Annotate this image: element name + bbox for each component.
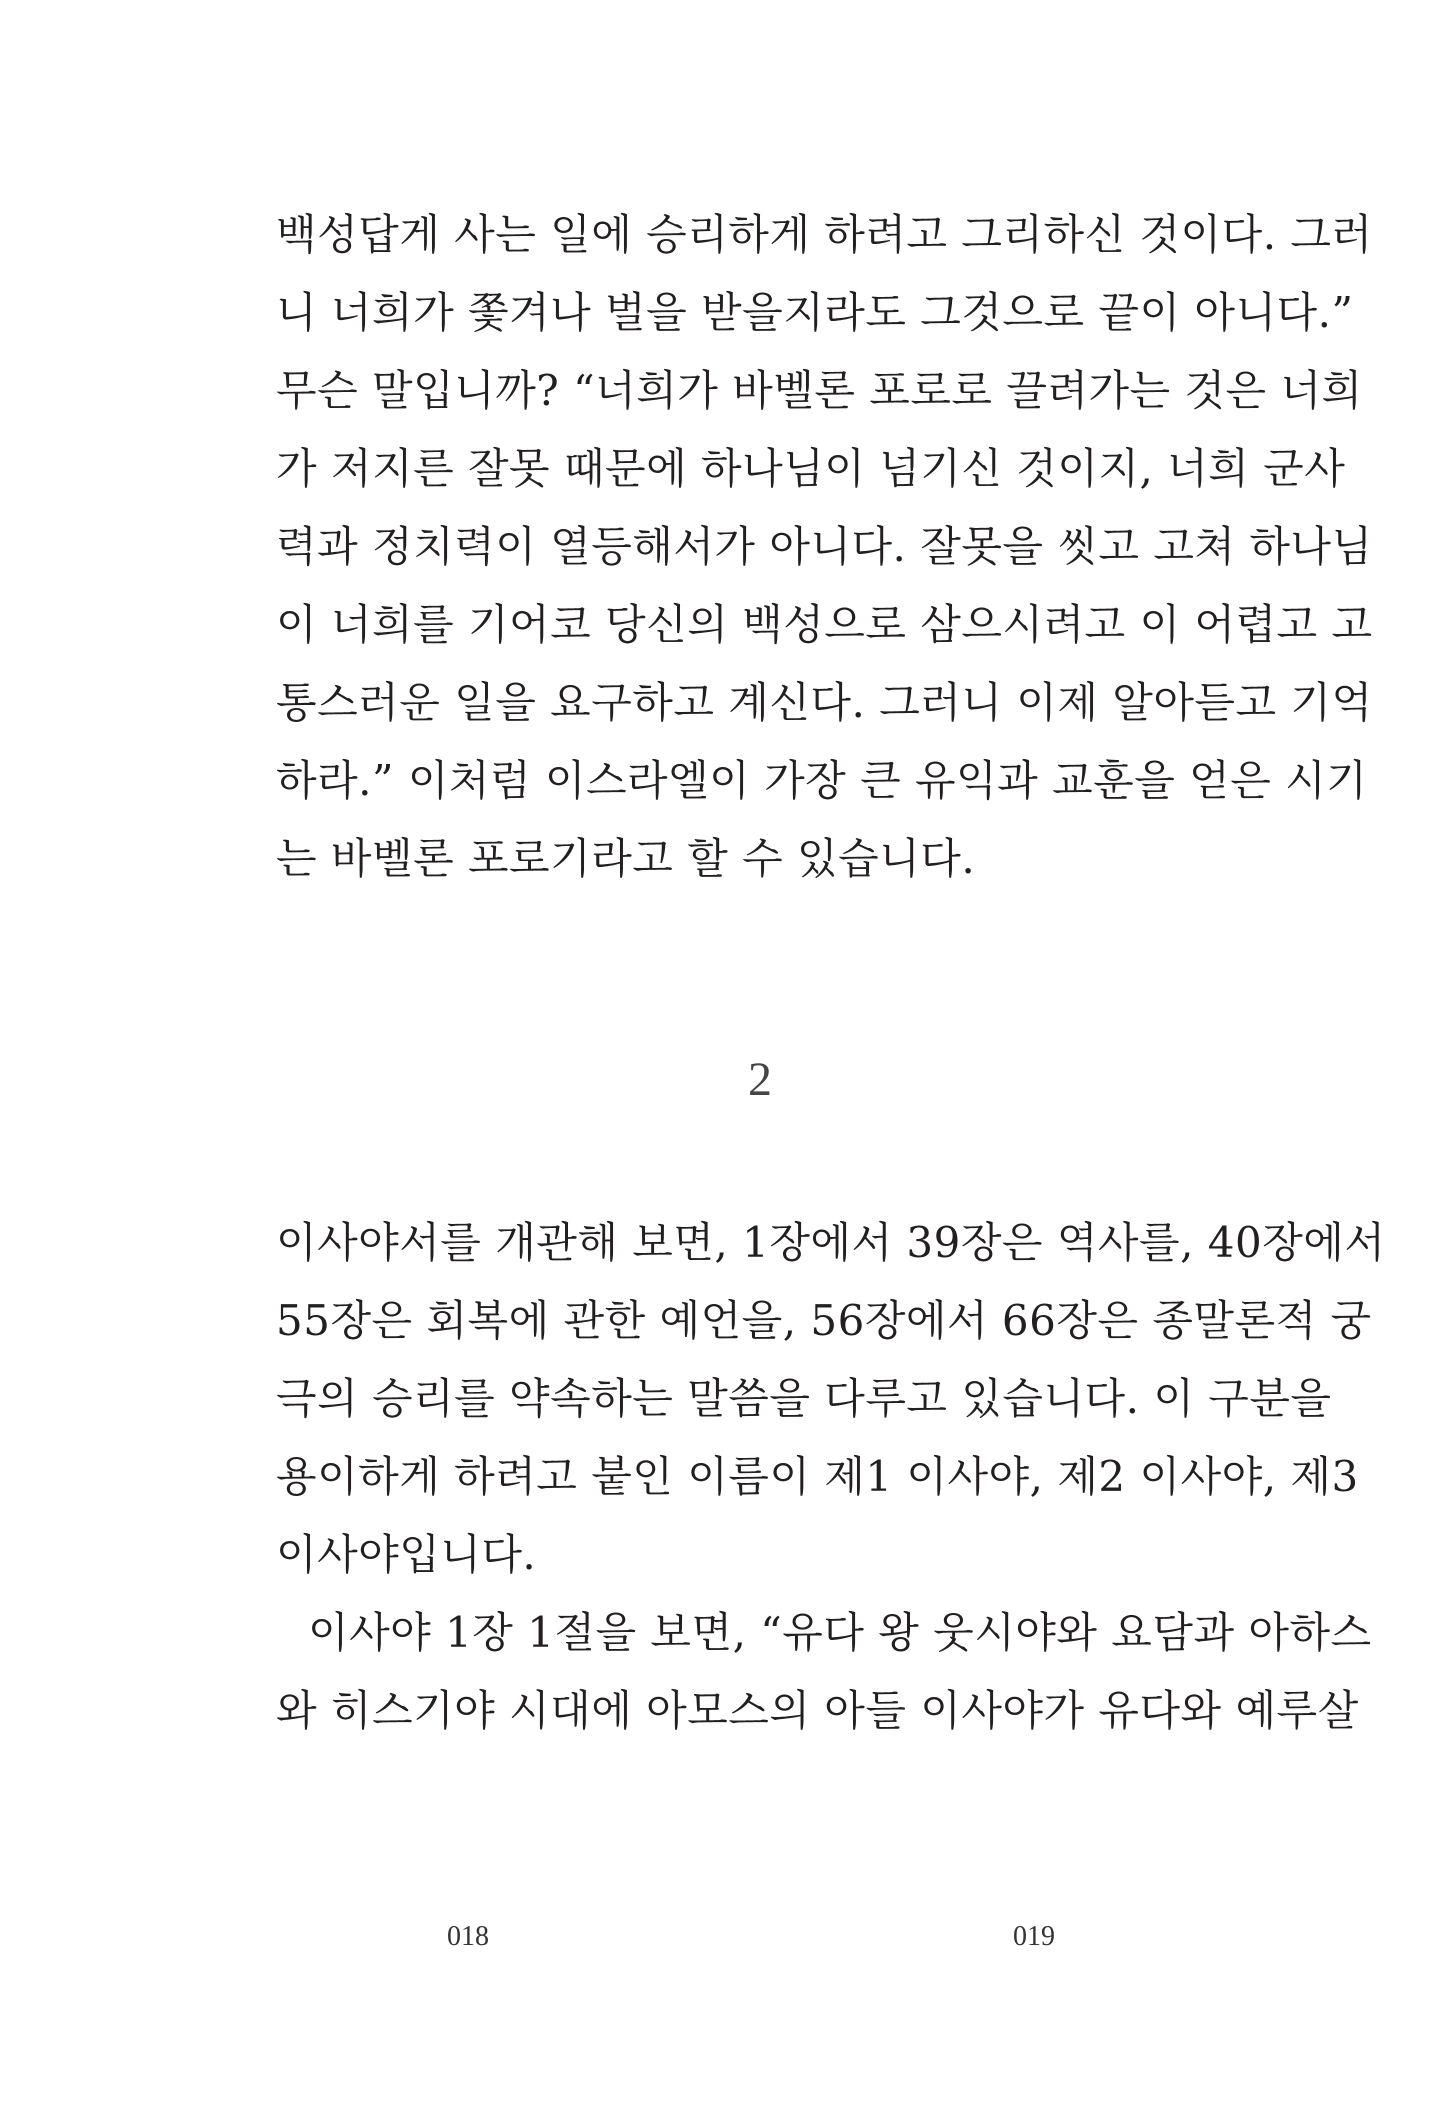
page-number-left: 018 <box>447 1921 489 1952</box>
text-line: 가 저지른 잘못 때문에 하나님이 넘기신 것이지, 너희 군사 <box>276 444 1346 493</box>
body-paragraph-top <box>276 196 1373 898</box>
text-line: 력과 정치력이 열등해서가 아니다. 잘못을 씻고 고쳐 하나님 <box>276 522 1373 571</box>
text-line: 이사야입니다. <box>276 1530 537 1579</box>
text-line: 55장은 회복에 관한 예언을, 56장에서 66장은 종말론적 궁 <box>276 1296 1372 1345</box>
text-line: 백성답게 사는 일에 승리하게 하려고 그리하신 것이다. 그러 <box>276 210 1373 259</box>
text-line: 하라.” 이처럼 이스라엘이 가장 큰 유익과 교훈을 얻은 시기 <box>276 756 1368 805</box>
text-line: 이사야 1장 1절을 보면, “유다 왕 웃시야와 요담과 아하스 <box>308 1608 1372 1657</box>
text-line: 극의 승리를 약속하는 말씀을 다루고 있습니다. 이 구분을 <box>276 1374 1332 1423</box>
text-line: 는 바벨론 포로기라고 할 수 있습니다. <box>276 834 976 883</box>
body-paragraph-section <box>276 1204 1386 1750</box>
text-line: 무슨 말입니까? “너희가 바벨론 포로로 끌려가는 것은 너희 <box>276 366 1363 415</box>
text-line: 와 히스기야 시대에 아모스의 아들 이사야가 유다와 예루살 <box>276 1686 1359 1735</box>
text-line: 이사야서를 개관해 보면, 1장에서 39장은 역사를, 40장에서 <box>276 1218 1386 1267</box>
text-line: 용이하게 하려고 붙인 이름이 제1 이사야, 제2 이사야, 제3 <box>276 1452 1359 1501</box>
text-line: 니 너희가 쫓겨나 벌을 받을지라도 그것으로 끝이 아니다.” <box>276 288 1354 337</box>
section-number: 2 <box>748 1053 772 1106</box>
text-line: 통스러운 일을 요구하고 계신다. 그러니 이제 알아듣고 기억 <box>276 678 1373 727</box>
page-number-right: 019 <box>1013 1921 1055 1952</box>
text-line: 이 너희를 기어코 당신의 백성으로 삼으시려고 이 어렵고 고 <box>276 600 1373 649</box>
